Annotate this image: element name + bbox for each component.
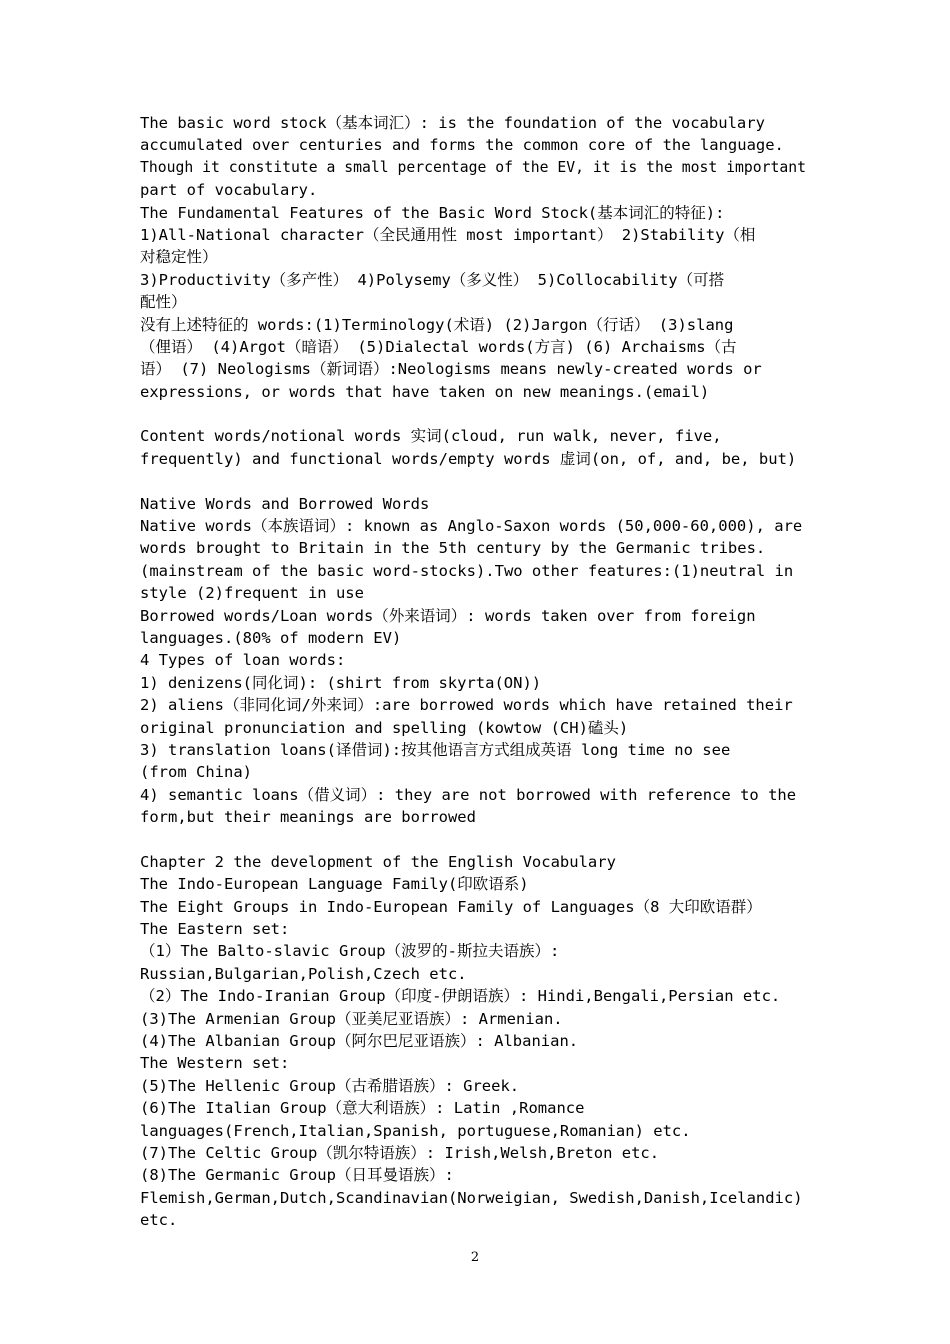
- text-line: [140, 470, 810, 492]
- text-line: Borrowed words/Loan words（外来语词）: words taken over from foreign: [140, 606, 756, 625]
- text-line: Russian,Bulgarian,Polish,Czech etc.: [140, 964, 467, 983]
- text-line: 4 Types of loan words:: [140, 651, 346, 670]
- page-number: 2: [470, 1250, 480, 1265]
- text-line: frequently) and functional words/empty words 虚词(on, of, and, be, but): [140, 449, 797, 468]
- text-line: accumulated over centuries and forms the common core of the language.: [140, 136, 784, 155]
- text-line: Content words/notional words 实词(cloud, run walk, never, five,: [140, 427, 722, 446]
- text-line: Flemish,German,Dutch,Scandinavian(Norweigian, Swedish,Danish,Icelandic): [140, 1188, 803, 1207]
- document-body: [140, 112, 810, 1232]
- text-line: 配性）: [140, 293, 187, 312]
- text-line: (4)The Albanian Group（阿尔巴尼亚语族）: Albanian.: [140, 1032, 579, 1051]
- text-line: （1）The Balto-slavic Group（波罗的-斯拉夫语族）:: [140, 942, 560, 961]
- text-line: words brought to Britain in the 5th century by the Germanic tribes.: [140, 539, 766, 558]
- text-line: (6)The Italian Group（意大利语族）: Latin ,Romance: [140, 1099, 585, 1118]
- text-line: The Eight Groups in Indo-European Family of Languages（8 大印欧语群）: [140, 897, 762, 916]
- text-line: form,but their meanings are borrowed: [140, 808, 476, 827]
- text-line: (8)The Germanic Group（日耳曼语族）:: [140, 1166, 454, 1185]
- text-line: 对稳定性）: [140, 248, 218, 267]
- text-line: （2）The Indo-Iranian Group（印度-伊朗语族）: Hindi,Bengali,Persian etc.: [140, 987, 781, 1006]
- text-line: 1)All-National character（全民通用性 most important） 2)Stability（相: [140, 225, 756, 244]
- text-line: Native words（本族语词）: known as Anglo-Saxon words (50,000-60,000), are: [140, 517, 803, 536]
- text-line: 2) aliens（非同化词/外来词）:are borrowed words which have retained their: [140, 696, 793, 715]
- text-line: etc.: [140, 1211, 178, 1230]
- text-line: The Eastern set:: [140, 920, 290, 939]
- text-line: The Indo-European Language Family(印欧语系): [140, 875, 529, 894]
- text-line: The Western set:: [140, 1054, 290, 1073]
- text-line: Though it constitute a small percentage of the EV, it is the most important: [140, 158, 807, 176]
- text-line: original pronunciation and spelling (kowtow (CH)磕头): [140, 718, 629, 737]
- text-line: 4) semantic loans（借义词）: they are not borrowed with reference to the: [140, 785, 797, 804]
- text-line: 3)Productivity（多产性） 4)Polysemy（多义性） 5)Collocability（可搭: [140, 270, 725, 289]
- text-line: The basic word stock（基本词汇）: is the foundation of the vocabulary: [140, 114, 765, 132]
- text-line: (from China): [140, 763, 252, 782]
- text-line: languages.(80% of modern EV): [140, 628, 402, 647]
- text-line: 没有上述特征的 words:(1)Terminology(术语) (2)Jargon（行话） (3)slang: [140, 315, 734, 334]
- text-line: (3)The Armenian Group（亚美尼亚语族）: Armenian.: [140, 1009, 563, 1028]
- text-line: The Fundamental Features of the Basic Word Stock(基本词汇的特征):: [140, 203, 725, 222]
- text-line: languages(French,Italian,Spanish, portuguese,Romanian) etc.: [140, 1121, 691, 1140]
- text-line: Native Words and Borrowed Words: [140, 494, 430, 513]
- text-line: style (2)frequent in use: [140, 584, 364, 603]
- text-line: (mainstream of the basic word-stocks).Two other features:(1)neutral in: [140, 561, 794, 580]
- text-line: part of vocabulary.: [140, 181, 318, 200]
- text-line: （俚语） (4)Argot（暗语） (5)Dialectal words(方言) (6) Archaisms（古: [140, 337, 737, 356]
- text-line: Chapter 2 the development of the English Vocabulary: [140, 852, 616, 871]
- text-line: [140, 829, 810, 851]
- text-line: 3) translation loans(译借词):按其他语言方式组成英语 long time no see: [140, 740, 731, 759]
- text-line: expressions, or words that have taken on new meanings.(email): [140, 382, 710, 401]
- text-line: 语） (7) Neologisms（新词语）:Neologisms means newly-created words or: [140, 360, 762, 379]
- text-line: (5)The Hellenic Group（古希腊语族）: Greek.: [140, 1076, 520, 1095]
- text-line: [140, 403, 810, 425]
- text-line: (7)The Celtic Group（凯尔特语族）: Irish,Welsh,Breton etc.: [140, 1143, 660, 1162]
- text-line: 1) denizens(同化词): (shirt from skyrta(ON)): [140, 673, 542, 692]
